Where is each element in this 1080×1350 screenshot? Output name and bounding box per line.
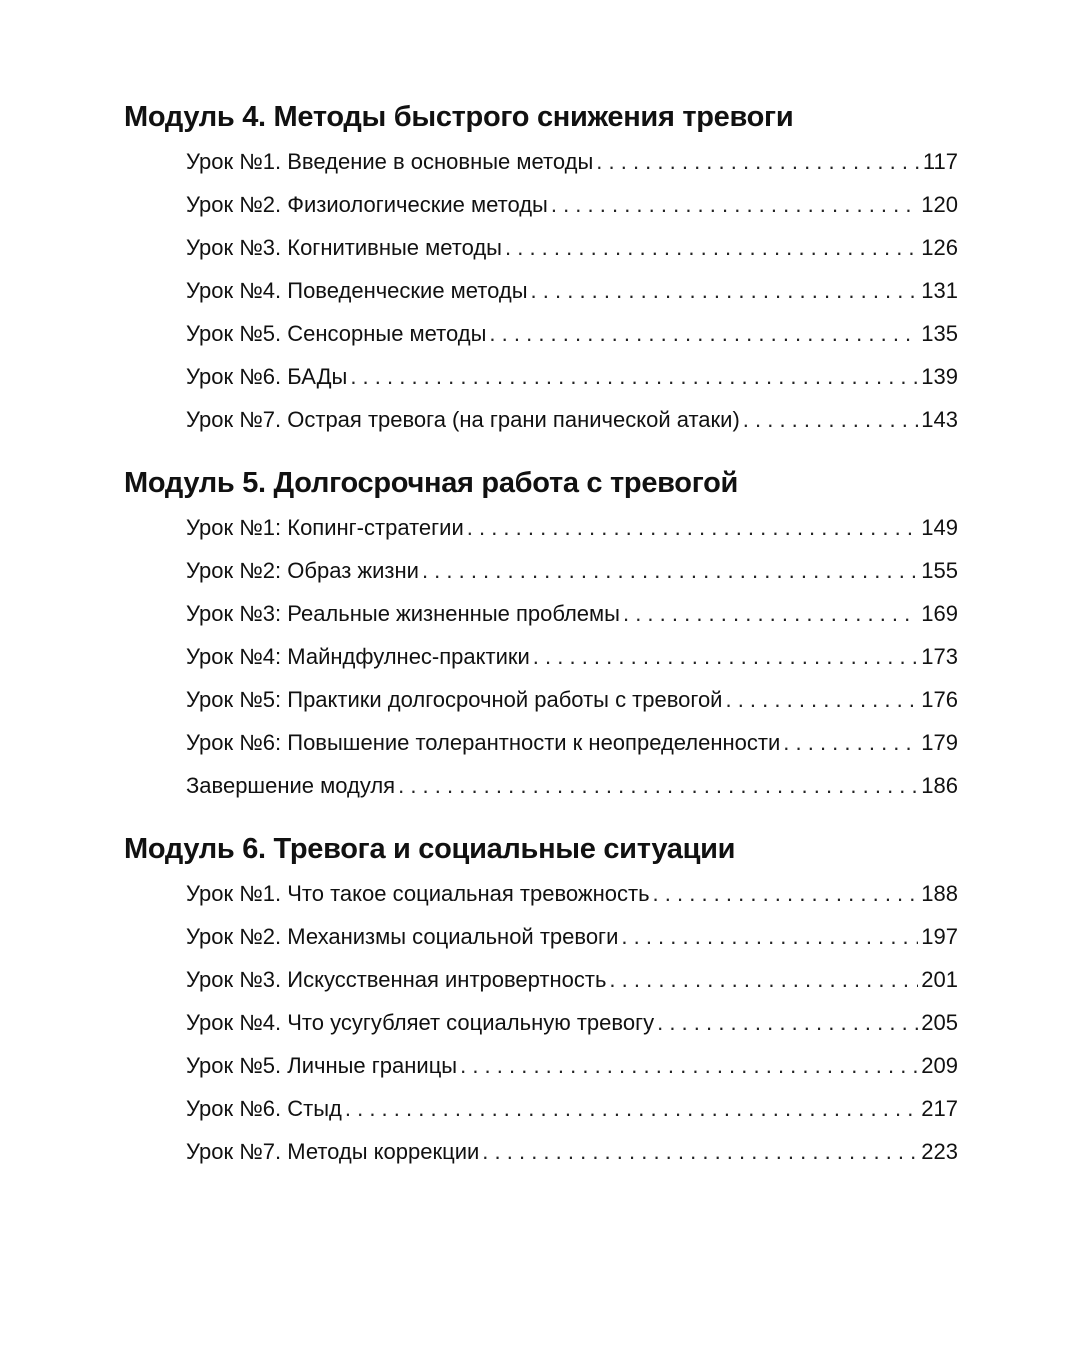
toc-entry-title: Урок №1. Что такое социальная тревожность: [186, 881, 650, 906]
toc-entry[interactable]: [186, 958, 958, 1001]
module-6: [124, 828, 958, 1173]
dot-leader: [783, 721, 918, 764]
dot-leader: [596, 140, 920, 183]
toc-entry-page: 209: [921, 1053, 958, 1078]
toc-entry-title: Урок №2: Образ жизни: [186, 558, 419, 583]
module-5: [124, 462, 958, 807]
toc-entry[interactable]: [186, 226, 958, 269]
toc-entry-title: Урок №5: Практики долгосрочной работы с тревогой: [186, 687, 723, 712]
toc-entry[interactable]: [186, 140, 958, 183]
lesson-list: [124, 872, 958, 1173]
toc-entry-title: Урок №3. Когнитивные методы: [186, 235, 502, 260]
toc-entry[interactable]: [186, 355, 958, 398]
toc-entry-title: Урок №4. Поведенческие методы: [186, 278, 528, 303]
toc-entry[interactable]: [186, 506, 958, 549]
module-title: Модуль 4. Методы быстрого снижения тревоги: [124, 101, 794, 133]
lesson-list: [124, 140, 958, 441]
module-4: [124, 96, 958, 441]
toc-entry-page: 188: [921, 881, 958, 906]
toc-entry[interactable]: [186, 1001, 958, 1044]
dot-leader: [621, 915, 918, 958]
dot-leader: [505, 226, 918, 269]
toc-entry[interactable]: [186, 1044, 958, 1087]
toc-entry-title: Завершение модуля: [186, 773, 396, 798]
toc-entry-title: Урок №4. Что усугубляет социальную тревогу: [186, 1010, 655, 1035]
dot-leader: [725, 678, 918, 721]
toc-entry-page: 143: [921, 407, 958, 432]
dot-leader: [460, 1044, 918, 1087]
lesson-list: [124, 506, 958, 807]
toc-entry-page: 155: [921, 558, 958, 583]
toc-entry[interactable]: [186, 269, 958, 312]
module-title: Модуль 5. Долгосрочная работа с тревогой: [124, 467, 739, 499]
toc-entry-page: 169: [921, 601, 958, 626]
toc-entry-title: Урок №5. Личные границы: [186, 1053, 458, 1078]
toc-entry-page: 120: [921, 192, 958, 217]
toc-entry[interactable]: [186, 312, 958, 355]
toc-entry[interactable]: [186, 1087, 958, 1130]
toc-entry-title: Урок №2. Механизмы социальной тревоги: [186, 924, 619, 949]
toc-entry-title: Урок №2. Физиологические методы: [186, 192, 548, 217]
toc-entry-title: Урок №6. БАДы: [186, 364, 348, 389]
table-of-contents: [124, 96, 958, 1173]
toc-entry-title: Урок №7. Острая тревога (на грани панической атаки): [186, 407, 740, 432]
toc-entry[interactable]: [186, 764, 958, 807]
toc-entry-title: Урок №3: Реальные жизненные проблемы: [186, 601, 620, 626]
dot-leader: [482, 1130, 918, 1173]
module-title: Модуль 6. Тревога и социальные ситуации: [124, 833, 736, 865]
dot-leader: [653, 872, 919, 915]
dot-leader: [657, 1001, 918, 1044]
dot-leader: [609, 958, 918, 1001]
toc-entry-title: Урок №4: Майндфулнес-практики: [186, 644, 530, 669]
toc-entry-page: 131: [921, 278, 958, 303]
toc-entry-page: 223: [921, 1139, 958, 1164]
toc-entry[interactable]: [186, 1130, 958, 1173]
toc-entry-page: 126: [921, 235, 958, 260]
toc-entry[interactable]: [186, 549, 958, 592]
toc-entry-title: Урок №5. Сенсорные методы: [186, 321, 487, 346]
toc-entry-page: 197: [921, 924, 958, 949]
toc-entry-title: Урок №7. Методы коррекции: [186, 1139, 480, 1164]
toc-entry-page: 173: [921, 644, 958, 669]
toc-entry-page: 135: [921, 321, 958, 346]
toc-entry[interactable]: [186, 398, 958, 441]
toc-entry-page: 205: [921, 1010, 958, 1035]
dot-leader: [350, 355, 918, 398]
toc-entry-title: Урок №6: Повышение толерантности к неопределенности: [186, 730, 781, 755]
toc-entry[interactable]: [186, 183, 958, 226]
toc-entry[interactable]: [186, 721, 958, 764]
toc-entry-page: 117: [922, 149, 958, 174]
toc-entry-title: Урок №3. Искусственная интровертность: [186, 967, 607, 992]
toc-entry[interactable]: [186, 678, 958, 721]
toc-entry-page: 176: [921, 687, 958, 712]
toc-entry-title: Урок №1: Копинг-стратегии: [186, 515, 464, 540]
dot-leader: [531, 269, 919, 312]
toc-entry-page: 186: [921, 773, 958, 798]
toc-entry-page: 149: [921, 515, 958, 540]
toc-entry[interactable]: [186, 915, 958, 958]
toc-entry[interactable]: [186, 592, 958, 635]
dot-leader: [623, 592, 918, 635]
toc-entry-page: 201: [921, 967, 958, 992]
dot-leader: [551, 183, 918, 226]
dot-leader: [345, 1087, 918, 1130]
toc-entry-title: Урок №1. Введение в основные методы: [186, 149, 594, 174]
toc-entry[interactable]: [186, 635, 958, 678]
dot-leader: [489, 312, 918, 355]
toc-entry-page: 179: [921, 730, 958, 755]
dot-leader: [422, 549, 918, 592]
dot-leader: [398, 764, 918, 807]
toc-entry-page: 217: [921, 1096, 958, 1121]
dot-leader: [533, 635, 918, 678]
toc-entry-title: Урок №6. Стыд: [186, 1096, 342, 1121]
dot-leader: [467, 506, 919, 549]
dot-leader: [743, 398, 919, 441]
toc-entry-page: 139: [921, 364, 958, 389]
toc-entry[interactable]: [186, 872, 958, 915]
